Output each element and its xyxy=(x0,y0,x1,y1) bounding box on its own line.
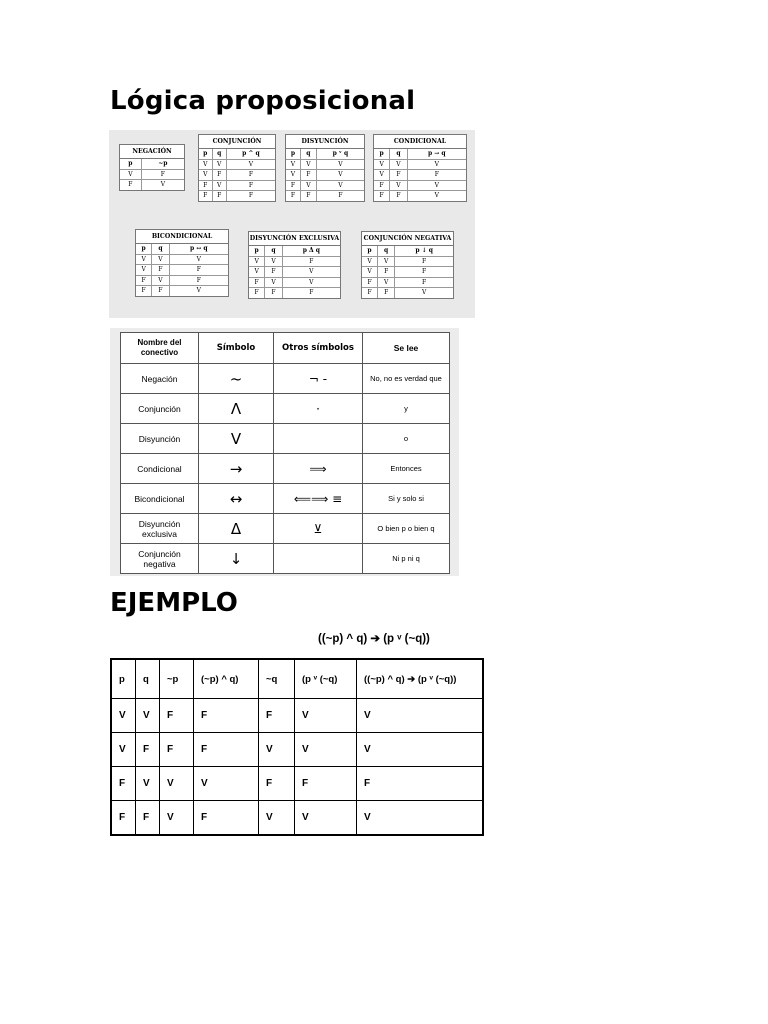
table-cell: y xyxy=(363,394,450,424)
table-cell: F xyxy=(395,267,453,278)
table-cell: F xyxy=(265,267,282,278)
truth-table-grid xyxy=(286,149,364,201)
table-cell: F xyxy=(390,191,407,201)
page-title: Lógica proposicional xyxy=(110,86,416,116)
table-row xyxy=(249,256,340,267)
table-cell: V xyxy=(111,733,136,767)
table-cell: ↔ xyxy=(199,484,274,514)
table-cell: V xyxy=(300,180,316,191)
table-cell: V xyxy=(407,191,466,201)
table-cell: ⟸⟹ ≡ xyxy=(274,484,363,514)
header-cell: p xyxy=(111,659,136,699)
table-cell: O bien p o bien q xyxy=(363,514,450,544)
table-cell: V xyxy=(316,159,364,170)
header-cell: Otros símbolos xyxy=(274,333,363,364)
table-cell: V xyxy=(374,170,390,181)
table-cell: V xyxy=(120,169,141,180)
table-row xyxy=(121,454,450,484)
truth-table-grid xyxy=(120,159,184,190)
table-cell: V xyxy=(141,180,184,190)
table-cell: V xyxy=(136,265,152,276)
header-cell: p Δ q xyxy=(282,246,340,256)
header-cell: p xyxy=(249,246,265,256)
table-cell: F xyxy=(194,733,259,767)
table-cell: Ni p ni q xyxy=(363,544,450,574)
table-cell: V xyxy=(226,159,275,170)
table-cell: V xyxy=(295,699,357,733)
table-cell: F xyxy=(136,286,152,296)
table-cell: Disyunción xyxy=(121,424,199,454)
table-cell: V xyxy=(199,424,274,454)
table-header-row xyxy=(249,246,340,256)
table-cell: V xyxy=(316,180,364,191)
table-cell xyxy=(274,424,363,454)
table-cell: V xyxy=(169,286,228,296)
table-cell: V xyxy=(357,801,484,836)
header-cell: Se lee xyxy=(363,333,450,364)
header-cell: q xyxy=(136,659,160,699)
table-cell: V xyxy=(316,170,364,181)
example-title: EJEMPLO xyxy=(110,588,238,618)
header-cell: ((~p) ^ q) ➔ (p ᵛ (~q)) xyxy=(357,659,484,699)
table-cell: V xyxy=(199,170,212,181)
table-cell: F xyxy=(160,699,194,733)
table-cell: F xyxy=(249,277,265,288)
header-cell: ~p xyxy=(141,159,184,169)
table-cell: V xyxy=(357,699,484,733)
table-cell: F xyxy=(120,180,141,190)
example-formula: ((~p) ^ q) ➔ (p ᵛ (~q)) xyxy=(318,633,430,645)
header-cell: p ↔ q xyxy=(169,244,228,254)
table-row xyxy=(374,191,466,201)
table-cell: V xyxy=(259,733,295,767)
table-cell: V xyxy=(407,180,466,191)
example-truth-table xyxy=(110,658,484,836)
table-cell: F xyxy=(226,191,275,201)
table-cell: V xyxy=(265,277,282,288)
table-cell: Conjunción xyxy=(121,394,199,424)
table-cell: V xyxy=(136,767,160,801)
table-cell: No, no es verdad que xyxy=(363,364,450,394)
truth-table-caption: CONJUNCIÓN NEGATIVA xyxy=(362,232,453,246)
table-cell: F xyxy=(226,170,275,181)
table-cell: F xyxy=(374,180,390,191)
table-cell: V xyxy=(249,256,265,267)
table-cell: V xyxy=(194,767,259,801)
table-cell: F xyxy=(300,191,316,201)
truth-table-caption: CONJUNCIÓN xyxy=(199,135,275,149)
table-cell: F xyxy=(316,191,364,201)
table-cell: F xyxy=(249,288,265,298)
truth-table-grid xyxy=(199,149,275,201)
table-row xyxy=(121,544,450,574)
table-cell: F xyxy=(212,170,226,181)
table-cell: V xyxy=(152,254,169,265)
table-cell: V xyxy=(390,159,407,170)
table-cell: F xyxy=(136,733,160,767)
table-cell: V xyxy=(136,254,152,265)
table-cell: V xyxy=(295,801,357,836)
header-cell: Símbolo xyxy=(199,333,274,364)
table-cell: F xyxy=(390,170,407,181)
table-cell: V xyxy=(199,159,212,170)
table-cell: F xyxy=(282,288,340,298)
table-cell: ¬ - xyxy=(274,364,363,394)
table-cell: V xyxy=(212,159,226,170)
header-cell: q xyxy=(300,149,316,159)
header-cell: p xyxy=(362,246,378,256)
table-cell: F xyxy=(295,767,357,801)
table-cell: V xyxy=(362,267,378,278)
table-cell: F xyxy=(152,286,169,296)
table-header-row xyxy=(120,159,184,169)
table-cell: F xyxy=(141,169,184,180)
truth-table-bicondicional xyxy=(135,229,229,297)
header-cell: p ^ q xyxy=(226,149,275,159)
table-row xyxy=(136,254,228,265)
table-row xyxy=(362,277,453,288)
truth-table-grid xyxy=(362,246,453,298)
table-row xyxy=(286,159,364,170)
table-cell: F xyxy=(357,767,484,801)
table-row xyxy=(120,169,184,180)
table-row xyxy=(374,180,466,191)
header-cell: p → q xyxy=(407,149,466,159)
table-cell: V xyxy=(286,170,300,181)
table-cell: F xyxy=(160,733,194,767)
truth-table-condicional xyxy=(373,134,467,202)
table-cell: F xyxy=(169,275,228,286)
table-row xyxy=(286,170,364,181)
table-cell: Δ xyxy=(199,514,274,544)
table-cell: F xyxy=(194,801,259,836)
table-row xyxy=(136,286,228,296)
table-header-row xyxy=(199,149,275,159)
table-cell: ⟹ xyxy=(274,454,363,484)
table-cell: F xyxy=(286,180,300,191)
table-cell: V xyxy=(282,267,340,278)
table-cell: F xyxy=(282,256,340,267)
table-cell: F xyxy=(300,170,316,181)
header-cell: (~p) ^ q) xyxy=(194,659,259,699)
table-cell: o xyxy=(363,424,450,454)
table-cell: V xyxy=(259,801,295,836)
table-cell: → xyxy=(199,454,274,484)
table-row xyxy=(136,275,228,286)
table-row xyxy=(286,180,364,191)
table-header-row xyxy=(136,244,228,254)
header-cell: ~p xyxy=(160,659,194,699)
header-cell: (p ᵛ (~q) xyxy=(295,659,357,699)
truth-table-disyuncion-exclusiva xyxy=(248,231,341,299)
table-cell: F xyxy=(199,191,212,201)
truth-table-caption: BICONDICIONAL xyxy=(136,230,228,244)
table-cell: V xyxy=(295,733,357,767)
table-row xyxy=(121,484,450,514)
table-cell: V xyxy=(362,256,378,267)
table-row xyxy=(249,277,340,288)
table-row xyxy=(111,699,483,733)
table-header-row xyxy=(286,149,364,159)
table-cell: V xyxy=(136,699,160,733)
truth-table-conjuncion xyxy=(198,134,276,202)
table-cell: F xyxy=(259,767,295,801)
table-row xyxy=(199,180,275,191)
table-row xyxy=(249,288,340,298)
table-cell: F xyxy=(395,277,453,288)
table-cell: F xyxy=(111,801,136,836)
table-cell: ~ xyxy=(199,364,274,394)
table-row xyxy=(199,159,275,170)
table-cell: F xyxy=(169,265,228,276)
header-cell: q xyxy=(265,246,282,256)
table-cell: ↓ xyxy=(199,544,274,574)
table-cell: V xyxy=(300,159,316,170)
table-cell: V xyxy=(249,267,265,278)
table-cell: Negación xyxy=(121,364,199,394)
truth-table-grid xyxy=(374,149,466,201)
header-cell: p xyxy=(136,244,152,254)
table-cell: V xyxy=(160,801,194,836)
header-cell: p ↓ q xyxy=(395,246,453,256)
table-row xyxy=(374,159,466,170)
table-cell: V xyxy=(160,767,194,801)
header-cell: p xyxy=(120,159,141,169)
table-cell: F xyxy=(199,180,212,191)
table-row xyxy=(120,180,184,190)
table-row xyxy=(362,256,453,267)
table-cell: V xyxy=(152,275,169,286)
table-row xyxy=(199,191,275,201)
header-cell: p xyxy=(199,149,212,159)
table-cell: F xyxy=(378,267,395,278)
table-cell: F xyxy=(226,180,275,191)
table-cell: V xyxy=(378,277,395,288)
truth-table-negacion xyxy=(119,144,185,191)
table-row xyxy=(121,394,450,424)
truth-tables-figure xyxy=(109,130,475,318)
table-cell: V xyxy=(111,699,136,733)
connectives-table xyxy=(120,332,450,574)
table-cell: Bicondicional xyxy=(121,484,199,514)
table-cell: F xyxy=(111,767,136,801)
table-row xyxy=(111,767,483,801)
header-cell: Nombre del conectivo xyxy=(121,333,199,364)
header-cell: ~q xyxy=(259,659,295,699)
header-cell: q xyxy=(152,244,169,254)
truth-table-caption: DISYUNCIÓN xyxy=(286,135,364,149)
table-cell: F xyxy=(378,288,395,298)
connectives-figure xyxy=(110,328,459,576)
table-cell: F xyxy=(265,288,282,298)
header-cell: q xyxy=(390,149,407,159)
table-row xyxy=(362,267,453,278)
table-cell: F xyxy=(194,699,259,733)
table-row xyxy=(199,170,275,181)
table-row xyxy=(111,733,483,767)
header-cell: p xyxy=(286,149,300,159)
table-cell: V xyxy=(357,733,484,767)
table-cell: F xyxy=(136,275,152,286)
truth-table-conjuncion-negativa xyxy=(361,231,454,299)
table-row xyxy=(374,170,466,181)
table-cell: Entonces xyxy=(363,454,450,484)
table-cell: F xyxy=(374,191,390,201)
table-cell: V xyxy=(286,159,300,170)
truth-table-grid xyxy=(249,246,340,298)
table-row xyxy=(362,288,453,298)
header-cell: q xyxy=(212,149,226,159)
table-cell: F xyxy=(395,256,453,267)
header-cell: p xyxy=(374,149,390,159)
table-cell: Disyunción exclusiva xyxy=(121,514,199,544)
table-row xyxy=(121,514,450,544)
table-cell: V xyxy=(407,159,466,170)
table-row xyxy=(121,424,450,454)
table-row xyxy=(111,801,483,836)
table-row xyxy=(121,364,450,394)
truth-table-grid xyxy=(136,244,228,296)
truth-table-caption: DISYUNCIÓN EXCLUSIVA xyxy=(249,232,340,246)
table-cell: F xyxy=(407,170,466,181)
table-cell: V xyxy=(265,256,282,267)
table-cell: Condicional xyxy=(121,454,199,484)
table-cell: ⊻ xyxy=(274,514,363,544)
table-cell: F xyxy=(286,191,300,201)
table-row xyxy=(136,265,228,276)
table-cell: · xyxy=(274,394,363,424)
truth-table-disyuncion xyxy=(285,134,365,202)
table-header-row xyxy=(121,333,450,364)
table-cell: F xyxy=(212,191,226,201)
table-header-row xyxy=(374,149,466,159)
table-cell: Si y solo si xyxy=(363,484,450,514)
table-cell: F xyxy=(136,801,160,836)
table-cell: Conjunción negativa xyxy=(121,544,199,574)
table-row xyxy=(286,191,364,201)
table-header-row xyxy=(111,659,483,699)
truth-table-caption: NEGACIÓN xyxy=(120,145,184,159)
table-cell: V xyxy=(378,256,395,267)
table-cell: V xyxy=(282,277,340,288)
table-cell: V xyxy=(390,180,407,191)
table-cell: Λ xyxy=(199,394,274,424)
table-cell: V xyxy=(169,254,228,265)
header-cell: q xyxy=(378,246,395,256)
table-row xyxy=(249,267,340,278)
truth-table-caption: CONDICIONAL xyxy=(374,135,466,149)
table-cell: F xyxy=(152,265,169,276)
table-cell: F xyxy=(259,699,295,733)
table-cell: F xyxy=(362,277,378,288)
table-cell: F xyxy=(362,288,378,298)
header-cell: p ᵛ q xyxy=(316,149,364,159)
table-cell: V xyxy=(212,180,226,191)
table-header-row xyxy=(362,246,453,256)
table-cell xyxy=(274,544,363,574)
table-cell: V xyxy=(395,288,453,298)
table-cell: V xyxy=(374,159,390,170)
